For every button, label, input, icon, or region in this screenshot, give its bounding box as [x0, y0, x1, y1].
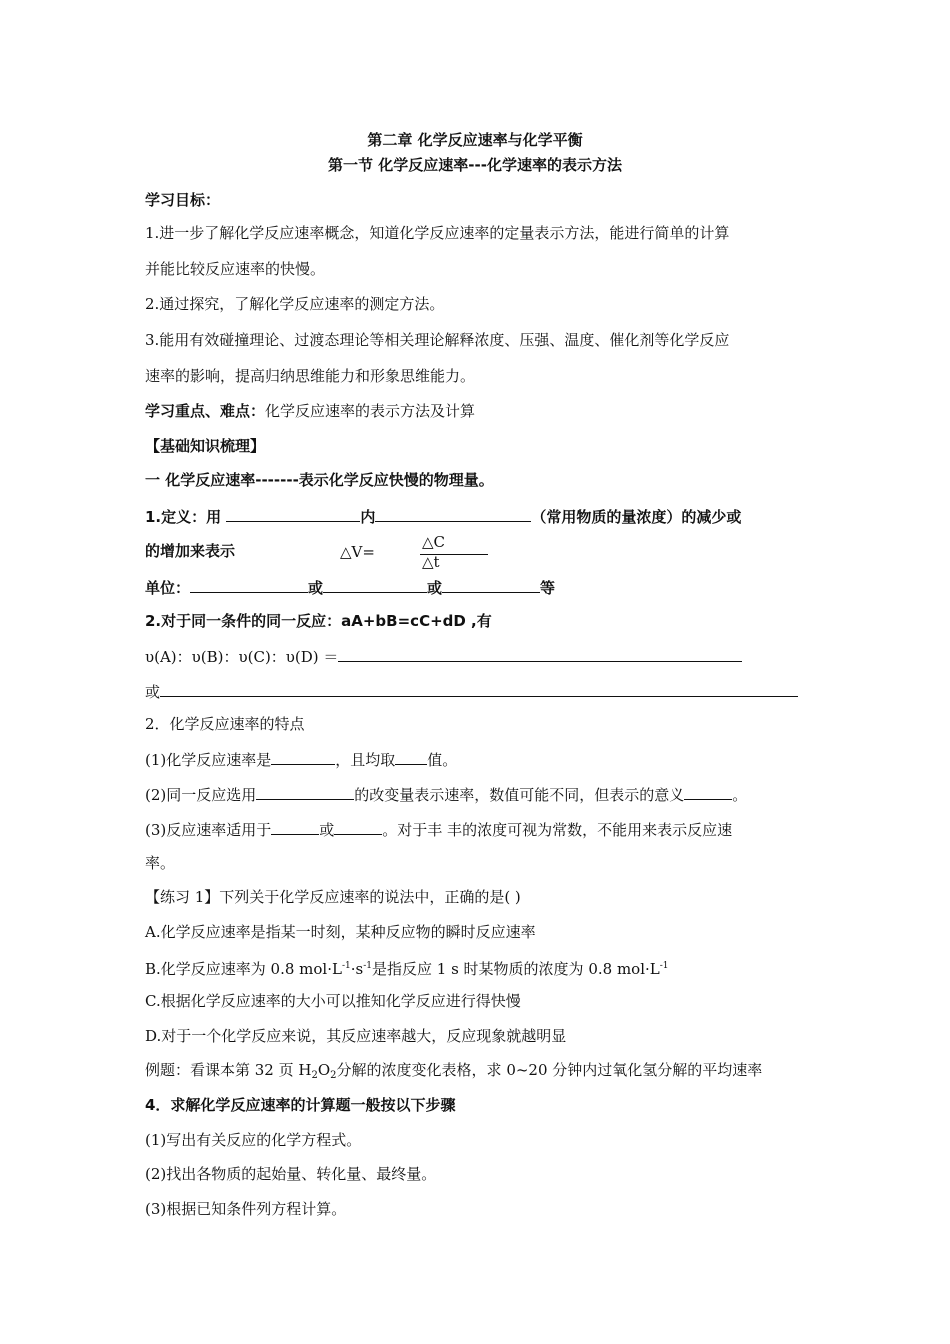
- same-reaction-line: 2.对于同一条件的同一反应：aA+bB=cC+dD ,有: [145, 612, 492, 630]
- option-b-sup-1: -1: [341, 961, 351, 971]
- unit-blank-1[interactable]: [190, 576, 308, 593]
- unit-blank-2[interactable]: [323, 576, 427, 593]
- definition-line-2: 的增加来表示: [145, 542, 236, 560]
- example-text-a: 例题：看课本第 32 页 H: [145, 1061, 312, 1079]
- chapter-title: 第二章 化学反应速率与化学平衡: [367, 131, 583, 149]
- objective-2: 2.通过探究，了解化学反应速率的测定方法。: [145, 295, 445, 313]
- feature-1: [145, 748, 457, 770]
- example-sub-2: 2: [330, 1070, 337, 1081]
- rate-ratio-or: 或: [145, 683, 161, 701]
- key-points-label: 学习重点、难点：: [145, 402, 266, 420]
- unit-or-1: 或: [308, 579, 324, 597]
- basics-heading: 【基础知识梳理】: [145, 437, 266, 455]
- example-line: [145, 1060, 762, 1086]
- feature-3-blank-1[interactable]: [271, 818, 319, 835]
- objective-3-line-1: 3.能用有效碰撞理论、过渡态理论等相关理论解释浓度、压强、温度、催化剂等化学反应: [145, 331, 730, 349]
- feature-1-text-b: ，且均取: [335, 751, 396, 769]
- rate-ratio-line: [145, 645, 742, 667]
- option-b-text-b: ·s: [350, 960, 364, 978]
- unit-label: 单位：: [145, 579, 191, 597]
- rate-ratio-blank[interactable]: [338, 645, 742, 662]
- formula-lhs: △V=: [340, 543, 375, 561]
- key-points-text: 化学反应速率的表示方法及计算: [265, 402, 476, 420]
- objective-3-line-2: 速率的影响，提高归纳思维能力和形象思维能力。: [145, 367, 476, 385]
- rate-formula: [340, 535, 500, 571]
- feature-3-blank-2[interactable]: [334, 818, 382, 835]
- example-sub-1: 2: [311, 1070, 318, 1081]
- exercise-1-option-a: A.化学反应速率是指某一时刻，某种反应物的瞬时反应速率: [145, 923, 536, 941]
- feature-2-text-c: 。: [732, 786, 748, 804]
- formula-denominator: △t: [422, 553, 440, 571]
- exercise-1-option-b: [145, 956, 669, 979]
- rate-ratio-or-blank[interactable]: [160, 680, 798, 697]
- exercise-1-label: 【练习 1】下列关于化学反应速率的说法中，正确的是( ): [145, 888, 521, 906]
- option-b-sup-3: -1: [659, 961, 669, 971]
- definition-text-c: （常用物质的量浓度）的减少或: [531, 508, 742, 526]
- example-text-b: O: [317, 1061, 331, 1079]
- feature-3-text-d: 的浓度可视为常数，不能用来表示反应速: [462, 821, 733, 839]
- unit-or-2: 或: [427, 579, 443, 597]
- definition-blank-1[interactable]: [226, 505, 360, 522]
- feature-3-text-c: 。对于: [382, 821, 428, 839]
- feature-3-text-a: (3)反应速率适用于: [145, 821, 272, 839]
- key-points: [145, 401, 475, 421]
- unit-line: [145, 576, 555, 598]
- unit-blank-3[interactable]: [442, 576, 540, 593]
- rate-ratio-text: υ(A)：υ(B)：υ(C)：υ(D) ＝: [145, 648, 339, 666]
- step-2: (2)找出各物质的起始量、转化量、最终量。: [145, 1165, 437, 1183]
- definition-text-b: 内: [360, 508, 376, 526]
- example-text-c: 分解的浓度变化表格，求 0~20 分钟内过氧化氢分解的平均速率: [336, 1061, 763, 1079]
- section-1-heading: 一 化学反应速率-------表示化学反应快慢的物理量。: [145, 471, 494, 489]
- unit-end: 等: [540, 579, 556, 597]
- section-title: 第一节 化学反应速率---化学速率的表示方法: [328, 156, 622, 174]
- feature-2-blank-2[interactable]: [684, 783, 732, 800]
- exercise-1-option-c: C.根据化学反应速率的大小可以推知化学反应进行得快慢: [145, 992, 521, 1010]
- feature-1-text-c: 值。: [427, 751, 458, 769]
- definition-blank-2[interactable]: [375, 505, 531, 522]
- formula-numerator: △C: [422, 533, 446, 551]
- feature-2-text-a: (2)同一反应选用: [145, 786, 257, 804]
- definition-line: [145, 505, 741, 527]
- option-b-text-a: B.化学反应速率为 0.8 mol·L: [145, 960, 342, 978]
- feature-3: [145, 818, 732, 840]
- objective-1-line-2: 并能比较反应速率的快慢。: [145, 260, 326, 278]
- step-3: (3)根据已知条件列方程计算。: [145, 1200, 347, 1218]
- feature-1-blank-1[interactable]: [271, 748, 335, 765]
- option-b-text-c: 是指反应 1 s 时某物质的浓度为 0.8 mol·L: [372, 960, 660, 978]
- definition-text-a: 1.定义：用: [145, 508, 227, 526]
- feature-2: [145, 783, 747, 805]
- objective-1-line-1: 1.进一步了解化学反应速率概念，知道化学反应速率的定量表示方法，能进行简单的计算: [145, 224, 730, 242]
- feature-1-blank-2[interactable]: [395, 748, 427, 765]
- steps-heading: 4．求解化学反应速率的计算题一般按以下步骤: [145, 1096, 456, 1114]
- option-b-sup-2: -1: [363, 961, 372, 971]
- feature-1-text-a: (1)化学反应速率是: [145, 751, 272, 769]
- feature-3-line-2: 率。: [145, 854, 176, 872]
- feature-3-obscured-text: 丰 丰: [427, 821, 463, 839]
- rate-ratio-or-line: [145, 680, 798, 702]
- step-1: (1)写出有关反应的化学方程式。: [145, 1131, 362, 1149]
- feature-2-blank-1[interactable]: [256, 783, 354, 800]
- feature-3-text-b: 或: [319, 821, 335, 839]
- objectives-heading: 学习目标：: [145, 191, 221, 209]
- features-heading: 2．化学反应速率的特点: [145, 715, 305, 733]
- feature-2-text-b: 的改变量表示速率，数值可能不同，但表示的意义: [354, 786, 685, 804]
- exercise-1-option-d: D.对于一个化学反应来说，其反应速率越大，反应现象就越明显: [145, 1027, 567, 1045]
